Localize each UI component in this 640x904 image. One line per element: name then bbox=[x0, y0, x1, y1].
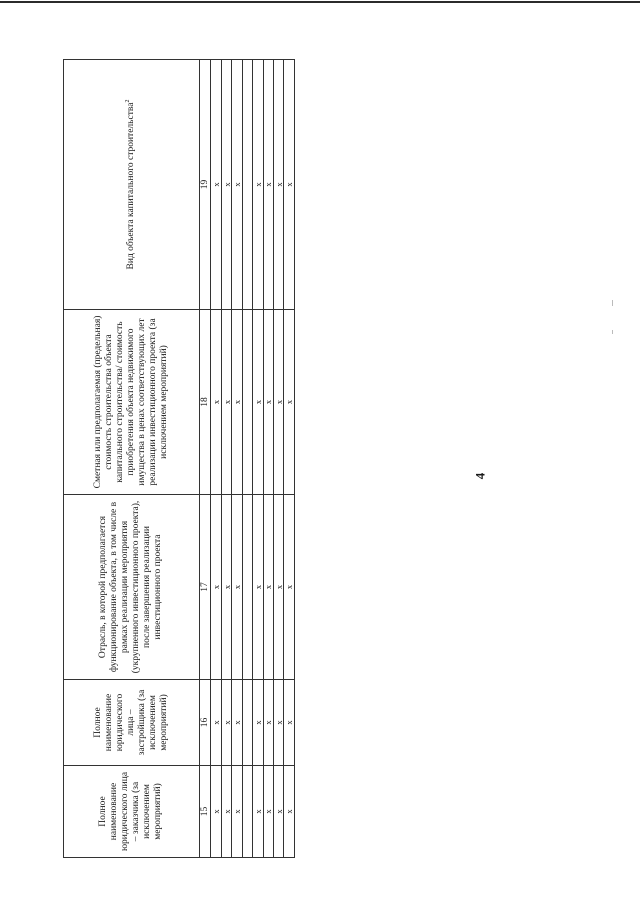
table-container bbox=[63, 60, 295, 858]
table-cell: х bbox=[284, 766, 295, 858]
table-cell: х bbox=[221, 495, 231, 680]
table-cell bbox=[242, 495, 252, 680]
header-cell: Сметная или предполагаемая (предельная) стоимость строительства объекта капитального строительства/ стоимость приобретения объекта недвижимого имущества в ценах соответствующих лет реализации инвестиционного проекта (за исключением мероприятий) bbox=[64, 310, 200, 495]
table-cell: х bbox=[221, 60, 231, 310]
table-cell: х bbox=[263, 495, 273, 680]
scan-speck bbox=[612, 330, 613, 334]
header-row bbox=[64, 60, 200, 858]
table-row bbox=[284, 60, 295, 858]
header-cell-object-type bbox=[64, 60, 200, 310]
table-cell: х bbox=[253, 766, 263, 858]
page-number: 4 bbox=[472, 472, 488, 480]
header-cell: Полное наименование юридического лица – застройщика (за исключением мероприятий) bbox=[64, 680, 200, 766]
table-cell: х bbox=[253, 60, 263, 310]
table-cell: х bbox=[211, 680, 221, 766]
data-table bbox=[63, 59, 295, 858]
table-cell: х bbox=[232, 495, 242, 680]
table-cell: х bbox=[263, 60, 273, 310]
table-cell: х bbox=[274, 60, 284, 310]
rotated-table bbox=[63, 60, 295, 858]
table-cell: х bbox=[211, 310, 221, 495]
table-cell: х bbox=[284, 495, 295, 680]
table-cell: х bbox=[284, 60, 295, 310]
table-row bbox=[263, 60, 273, 858]
table-cell: х bbox=[221, 680, 231, 766]
table-row bbox=[274, 60, 284, 858]
table-cell: х bbox=[284, 310, 295, 495]
table-cell: х bbox=[211, 766, 221, 858]
table-cell: х bbox=[232, 310, 242, 495]
table-cell: х bbox=[253, 680, 263, 766]
footnote-mark: 2 bbox=[124, 99, 131, 103]
header-cell: Отрасль, в которой предполагается функционирование объекта, в том числе в рамках реализации мероприятия (укрупненного инвестиционного проекта), после завершения реализации инвестиционного проекта bbox=[64, 495, 200, 680]
table-cell: х bbox=[221, 310, 231, 495]
column-number: 17 bbox=[199, 495, 211, 680]
table-row bbox=[232, 60, 242, 858]
table-cell: х bbox=[274, 680, 284, 766]
table-cell: х bbox=[211, 60, 221, 310]
table-row bbox=[211, 60, 221, 858]
table-cell: х bbox=[263, 766, 273, 858]
table-cell: х bbox=[232, 766, 242, 858]
column-number: 15 bbox=[199, 766, 211, 858]
header-cell: Полное наименование юридического лица – заказчика (за исключением мероприятий) bbox=[64, 766, 200, 858]
table-cell: х bbox=[253, 310, 263, 495]
scan-speck bbox=[612, 300, 613, 306]
table-row bbox=[221, 60, 231, 858]
table-cell: х bbox=[221, 766, 231, 858]
table-cell bbox=[242, 680, 252, 766]
table-cell: х bbox=[284, 680, 295, 766]
table-cell: х bbox=[232, 60, 242, 310]
table-row bbox=[253, 60, 263, 858]
column-number: 19 bbox=[199, 60, 211, 310]
column-number: 18 bbox=[199, 310, 211, 495]
column-number: 16 bbox=[199, 680, 211, 766]
top-border-line bbox=[0, 1, 640, 3]
table-cell: х bbox=[274, 766, 284, 858]
table-cell: х bbox=[263, 310, 273, 495]
table-cell bbox=[242, 766, 252, 858]
header-label: Вид объекта капитального строительства bbox=[125, 102, 136, 270]
table-cell: х bbox=[253, 495, 263, 680]
table-row bbox=[242, 60, 252, 858]
table-cell: х bbox=[232, 680, 242, 766]
column-number-row bbox=[199, 60, 211, 858]
table-cell: х bbox=[211, 495, 221, 680]
table-cell: х bbox=[263, 680, 273, 766]
table-cell: х bbox=[274, 495, 284, 680]
table-cell: х bbox=[274, 310, 284, 495]
table-cell bbox=[242, 310, 252, 495]
table-cell bbox=[242, 60, 252, 310]
